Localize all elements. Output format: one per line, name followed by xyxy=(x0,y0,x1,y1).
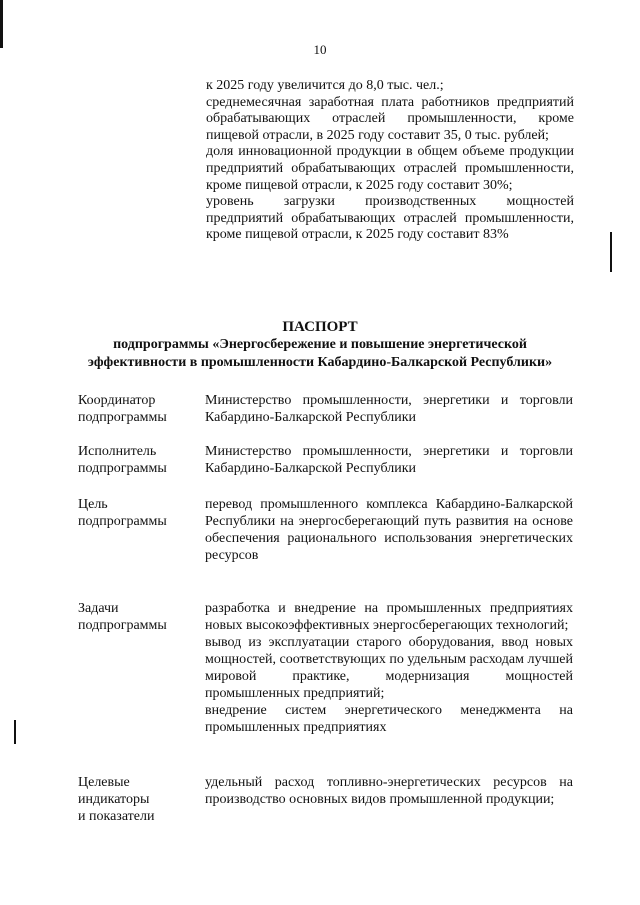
label-line: Цель xyxy=(78,497,108,512)
passport-title-block xyxy=(0,318,640,372)
label-line: подпрограммы xyxy=(78,410,167,425)
content-paragraph: перевод промышленного комплекса Кабардино-Балкарской Республики на энергосберегающий путь развития на основе обеспечения рационального использования энергетических ресурсов xyxy=(205,497,573,563)
list-item: уровень загрузки производственных мощностей предприятий обрабатывающих отраслей промышленности, кроме пищевой отрасли, к 2025 году составит 83% xyxy=(206,194,574,243)
content-paragraph: Министерство промышленности, энергетики и торговли Кабардино-Балкарской Республики xyxy=(205,444,573,476)
scan-margin-mark xyxy=(610,232,612,272)
label-line: подпрограммы xyxy=(78,514,167,529)
section-label xyxy=(78,496,198,530)
content-paragraph: удельный расход топливно-энергетических ресурсов на производство основных видов промышленной продукции; xyxy=(205,775,573,807)
label-line: Координатор xyxy=(78,393,156,408)
label-line: Исполнитель xyxy=(78,444,157,459)
page-number: 10 xyxy=(313,42,327,57)
section-content xyxy=(205,496,573,564)
content-paragraph: вывод из эксплуатации старого оборудования, ввод новых мощностей, соответствующих по удельным расходам лучшей мировой практике, модернизация мощностей промышленных предприятий; xyxy=(205,635,573,701)
page-title: ПАСПОРТ xyxy=(282,319,358,335)
label-line: Задачи xyxy=(78,601,119,616)
subtitle-line: эффективности в промышленности Кабардино-Балкарской Республики» xyxy=(87,355,553,370)
content-paragraph: разработка и внедрение на промышленных предприятиях новых высокоэффективных энергосберегающих технологий; xyxy=(205,601,573,633)
list-item: среднемесячная заработная плата работников предприятий обрабатывающих отраслей промышленности, кроме пищевой отрасли, в 2025 году составит 35, 0 тыс. рублей; xyxy=(206,94,574,143)
section-label xyxy=(78,600,198,634)
label-line: и показатели xyxy=(78,809,155,824)
intro-list xyxy=(206,78,574,244)
section-content xyxy=(205,774,573,808)
list-item: к 2025 году увеличится до 8,0 тыс. чел.; xyxy=(206,78,444,93)
label-line: индикаторы xyxy=(78,792,150,807)
section-label xyxy=(78,392,198,426)
list-item: доля инновационной продукции в общем объеме продукции предприятий обрабатывающих отраслей промышленности, кроме пищевой отрасли, к 2025 году составит 30%; xyxy=(206,144,574,193)
label-line: подпрограммы xyxy=(78,618,167,633)
scan-margin-mark xyxy=(14,720,16,744)
scan-margin-mark xyxy=(0,0,3,48)
section-content xyxy=(205,600,573,736)
subtitle-line: подпрограммы «Энергосбережение и повышение энергетической xyxy=(113,337,527,352)
section-label xyxy=(78,774,198,825)
label-line: Целевые xyxy=(78,775,130,790)
section-content xyxy=(205,443,573,477)
section-content xyxy=(205,392,573,426)
content-paragraph: внедрение систем энергетического менеджмента на промышленных предприятиях xyxy=(205,703,573,735)
content-paragraph: Министерство промышленности, энергетики и торговли Кабардино-Балкарской Республики xyxy=(205,393,573,425)
label-line: подпрограммы xyxy=(78,461,167,476)
section-label xyxy=(78,443,198,477)
